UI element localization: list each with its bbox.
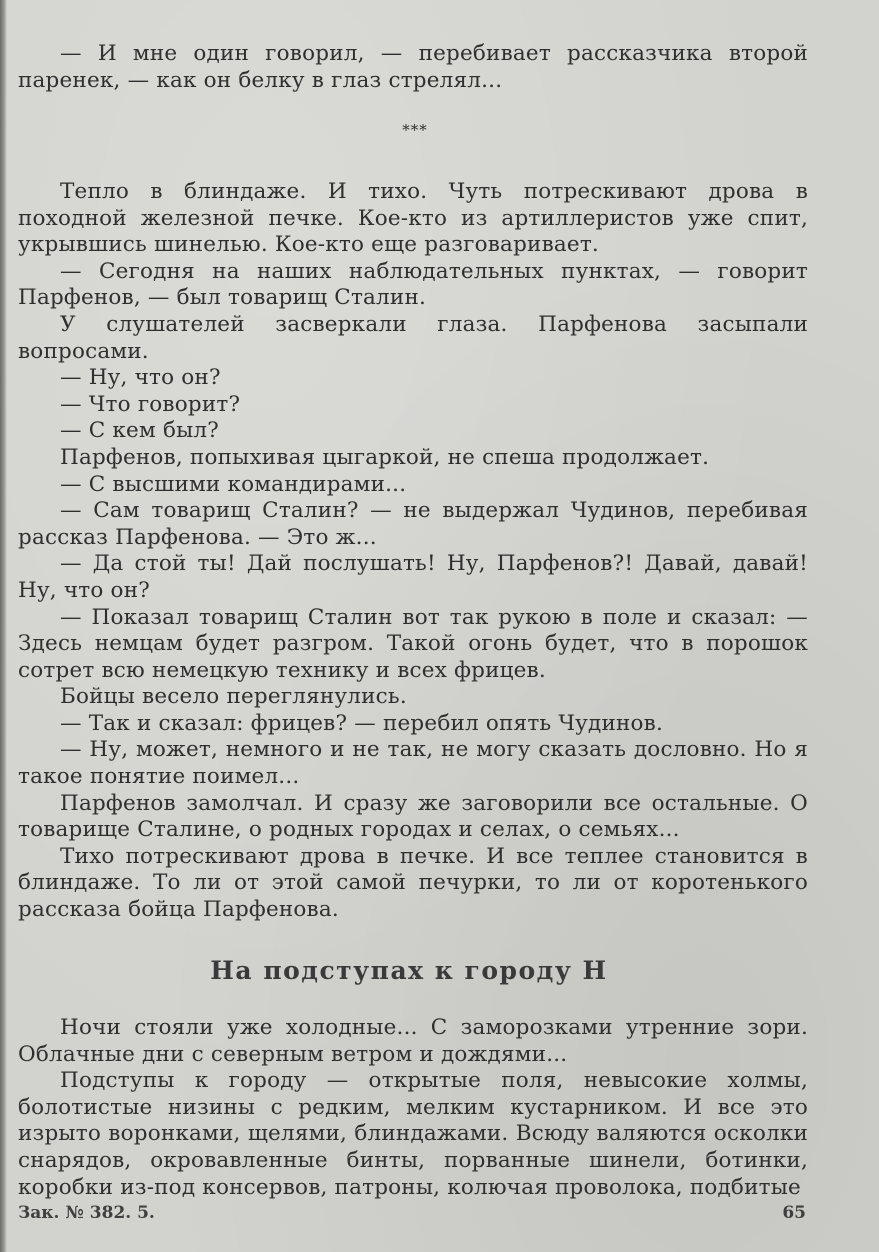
text-block-main	[18, 179, 808, 924]
chapter-heading: На подступах к городу Н	[210, 956, 608, 985]
paragraph: У слушателей засверкали глаза. Парфенова засыпали вопросами.	[18, 311, 808, 364]
paragraph: — Да стой ты! Дай послушать! Ну, Парфенов?! Давай, давай! Ну, что он?	[18, 551, 808, 603]
page-binding-edge	[0, 0, 7, 1252]
section-separator: ***	[402, 121, 428, 139]
paragraph: — Сегодня на наших наблюдательных пунктах, — говорит Парфенов, — был товарищ Сталин.	[18, 258, 808, 311]
paragraph: — Ну, что он?	[60, 365, 221, 391]
paragraph: Тихо потрескивают дрова в печке. И все теплее становится в блиндаже. То ли от этой самой печурки, то ли от коротенького рассказа бойца Парфенова.	[18, 843, 808, 923]
paragraph: Бойцы весело переглянулись.	[60, 684, 407, 710]
paragraph: — Так и сказал: фрицев? — перебил опять Чудинов.	[60, 710, 664, 736]
paragraph: — И мне один говорил, — перебивает рассказчика второй паренек, — как он белку в глаз стрелял...	[18, 41, 808, 93]
paragraph: Ночи стояли уже холодные... С заморозками утренние зори. Облачные дни с северным ветром и дождями...	[18, 1015, 808, 1067]
paragraph: — Ну, может, немного и не так, не могу сказать дословно. Но я такое понятие поимел...	[18, 737, 808, 790]
paragraph: — Показал товарищ Сталин вот так рукою в поле и сказал: — Здесь немцам будет разгром. Такой огонь будет, что в порошок сотрет всю немецкую технику и всех фрицев.	[18, 604, 808, 683]
text-block-top	[18, 41, 808, 94]
paragraph: — Что говорит?	[60, 391, 241, 417]
paragraph: — Сам товарищ Сталин? — не выдержал Чудинов, перебивая рассказ Парфенова. — Это ж...	[18, 498, 808, 550]
paragraph: Тепло в блиндаже. И тихо. Чуть потрескивают дрова в походной железной печке. Кое-кто из артиллеристов уже спит, укрывшись шинелью. Кое-кто еще разговаривает.	[18, 179, 808, 258]
printing-order-number: Зак. № 382. 5.	[18, 1203, 155, 1223]
paragraph: Парфенов замолчал. И сразу же заговорили все остальные. О товарище Сталине, о родных городах и селах, о семьях...	[18, 790, 808, 843]
paragraph: — С высшими командирами...	[60, 471, 407, 497]
paragraph: Парфенов, попыхивая цыгаркой, не спеша продолжает.	[60, 444, 710, 470]
page-number: 65	[782, 1203, 806, 1223]
page-footer	[18, 1203, 808, 1223]
paragraph: — С кем был?	[60, 418, 219, 444]
text-block-bottom	[18, 1015, 808, 1201]
paragraph: Подступы к городу — открытые поля, невысокие холмы, болотистые низины с редким, мелким кустарником. И все это изрыто воронками, щелями, блиндажами. Всюду валяются осколки снарядов, окровавленные бинты, порванные шинели, ботинки, коробки из-под консервов, патроны, колючая проволока, подбитые	[18, 1068, 808, 1200]
